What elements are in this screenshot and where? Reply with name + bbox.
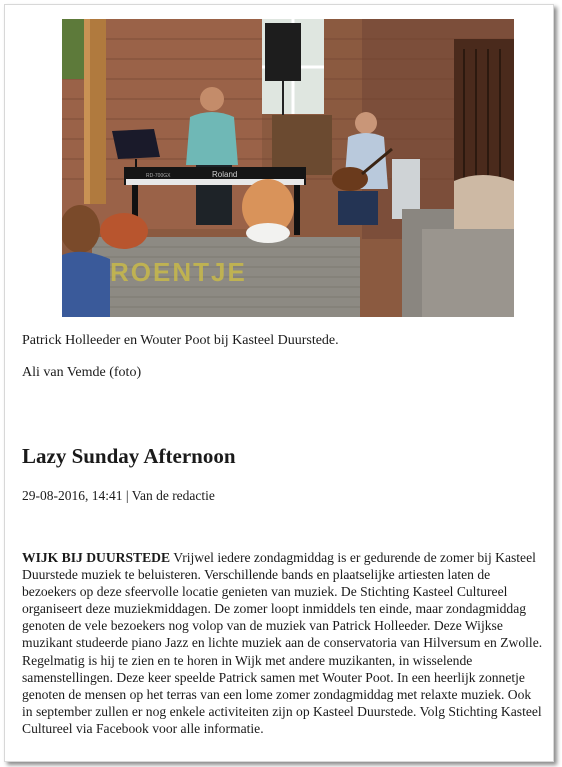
photo-caption: Patrick Holleeder en Wouter Poot bij Kasteel Duurstede. <box>22 333 339 348</box>
keyboard-model: RD-700GX <box>146 173 171 179</box>
photo-watermark: ROENTJE <box>110 257 247 287</box>
article-dateline: WIJK BIJ DUURSTEDE <box>22 550 171 565</box>
article-meta: 29-08-2016, 14:41 | Van de redactie <box>22 488 215 503</box>
article-body <box>22 549 544 737</box>
photo-credit: Ali van Vemde (foto) <box>22 365 142 380</box>
article-body-text: Vrijwel iedere zondagmiddag is er gedurende de zomer bij Kasteel Duurstede muziek te beluisteren. Verschillende bands en plaatselijke artiesten laten de bezoekers op deze sfeervolle locatie genieten van muziek. De Stichting Kasteel Cultureel organiseert deze muziekmiddagen. De zomer loopt inmiddels ten einde, maar zondagmiddag genoten de vele bezoekers nog volop van de muziek van Patrick Holleeder. Deze Wijkse muzikant studeerde piano Jazz en lichte muziek aan de conservatoria van Hilversum en Zwolle. Regelmatig is hij te zien en te horen in Wijk met andere muzikanten, in wisselende samenstellingen. Deze keer speelde Patrick samen met Wouter Poot. In een heerlijk zonnetje genoten de mensen op het terras van een lome zomer zondagmiddag met relaxte muziek. Ook in september zullen er nog enkele activiteiten zijn op Kasteel Duurstede. Volg Stichting Kasteel Cultureel via Facebook voor alle informatie. <box>22 550 543 736</box>
keyboard-brand: Roland <box>212 170 238 179</box>
article-title: Lazy Sunday Afternoon <box>22 444 236 468</box>
article-photo <box>62 19 514 317</box>
clipping-page <box>4 4 554 762</box>
